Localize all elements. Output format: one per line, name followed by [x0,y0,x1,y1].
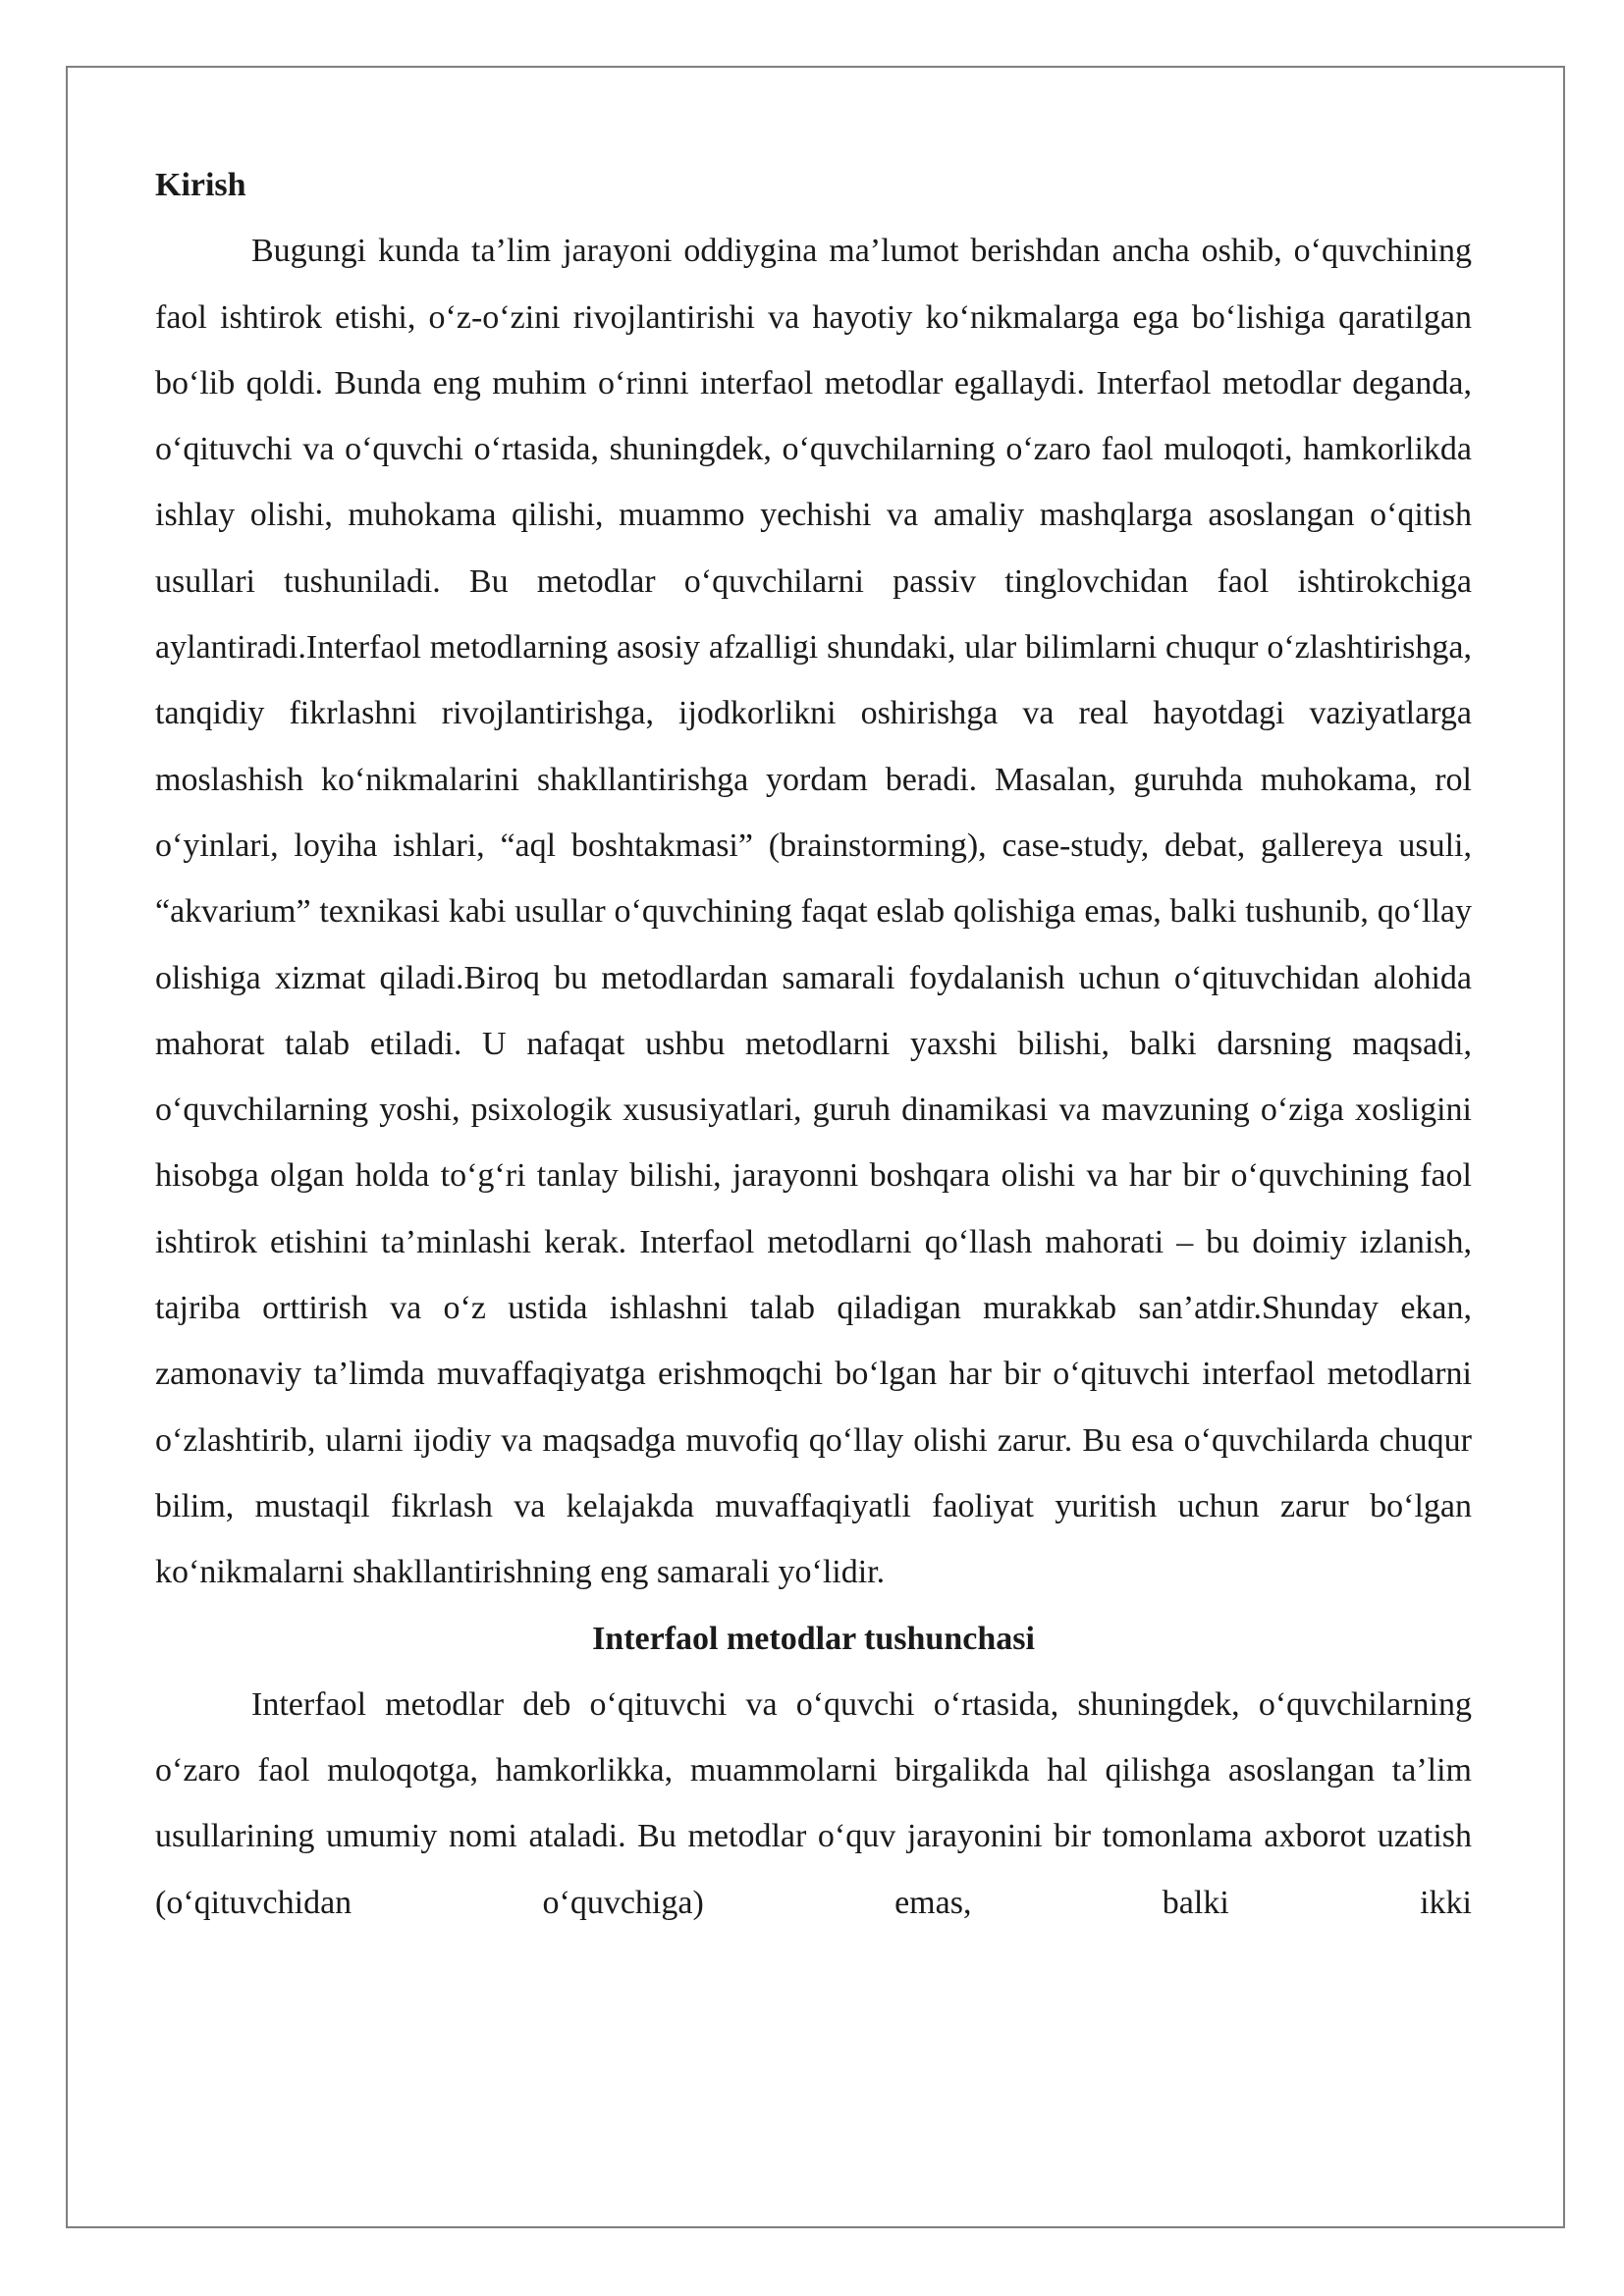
paragraph-intro: Bugungi kunda ta’lim jarayoni oddiygina ma’lumot berishdan ancha oshib, o‘quvchining faol ishtirok etishi, o‘z-o‘zini rivojlantirishi va hayotiy ko‘nikmalarga ega bo‘lishiga qaratilgan bo‘lib qoldi. Bunda eng muhim o‘rinni interfaol metodlar egallaydi. Interfaol metodlar deganda, o‘qituvchi va o‘quvchi o‘rtasida, shuningdek, o‘quvchilarning o‘zaro faol muloqoti, hamkorlikda ishlay olishi, muhokama qilishi, muammo yechishi va amaliy mashqlarga asoslangan o‘qitish usullari tushuniladi. Bu metodlar o‘quvchilarni passiv tinglovchidan faol ishtirokchiga aylantiradi.Interfaol metodlarning asosiy afzalligi shundaki, ular bilimlarni chuqur o‘zlashtirishga, tanqidiy fikrlashni rivojlantirishga, ijodkorlikni oshirishga va real hayotdagi vaziyatlarga moslashish ko‘nikmalarini shakllantirishga yordam beradi. Masalan, guruhda muhokama, rol o‘yinlari, loyiha ishlari, “aql boshtakmasi” (brainstorming), case-study, debat, gallereya usuli, “akvarium” texnikasi kabi usullar o‘quvchining faqat eslab qolishiga emas, balki tushunib, qo‘llay olishiga xizmat qiladi.Biroq bu metodlardan samarali foydalanish uchun o‘qituvchidan alohida mahorat talab etiladi. U nafaqat ushbu metodlarni yaxshi bilishi, balki darsning maqsadi, o‘quvchilarning yoshi, psixologik xususiyatlari, guruh dinamikasi va mavzuning o‘ziga xosligini hisobga olgan holda to‘g‘ri tanlay bilishi, jarayonni boshqara olishi va har bir o‘quvchining faol ishtirok etishini ta’minlashi kerak. Interfaol metodlarni qo‘llash mahorati – bu doimiy izlanish, tajriba orttirish va o‘z ustida ishlashni talab qiladigan murakkab san’atdir.Shunday ekan, zamonaviy ta’limda muvaffaqiyatga erishmoqchi bo‘lgan har bir o‘qituvchi interfaol metodlarni o‘zlashtirib, ularni ijodiy va maqsadga muvofiq qo‘llay olishi zarur. Bu esa o‘quvchilarda chuqur bilim, mustaqil fikrlash va kelajakda muvaffaqiyatli faoliyat yuritish uchun zarur bo‘lgan ko‘nikmalarni shakllantirishning eng samarali yo‘lidir. [155,233,1472,1591]
document-body [155,152,1472,1936]
section-heading-intro: Kirish [155,167,246,203]
paragraph-concept: Interfaol metodlar deb o‘qituvchi va o‘quvchi o‘rtasida, shuningdek, o‘quvchilarning o‘zaro faol muloqotga, hamkorlikka, muammolarni birgalikda hal qilishga asoslangan ta’lim usullarining umumiy nomi ataladi. Bu metodlar o‘quv jarayonini bir tomonlama axborot uzatish (o‘qituvchidan o‘quvchiga) emas, balki ikki [155,1685,1472,1921]
section-heading-concept: Interfaol metodlar tushunchasi [592,1620,1035,1657]
